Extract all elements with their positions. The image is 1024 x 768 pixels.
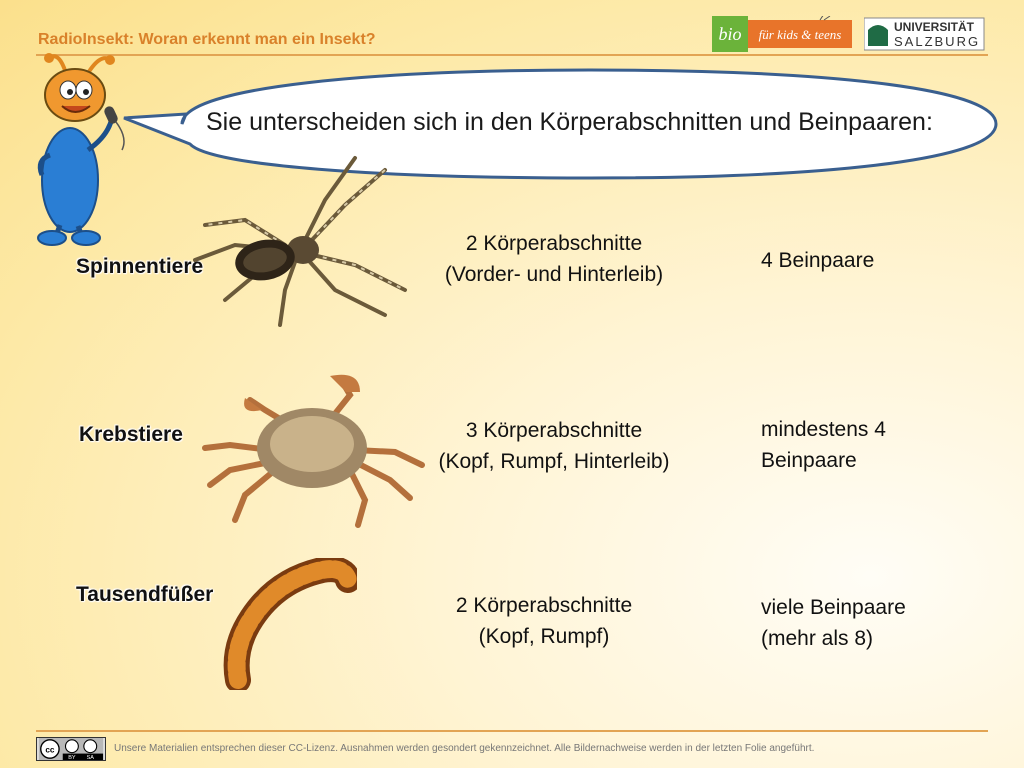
row2-legs (761, 414, 886, 476)
bubble-term-body-segments: Körperabschnitten (539, 108, 743, 136)
row3-legs-line1: viele Beinpaare (761, 596, 906, 619)
label-krebstiere: Krebstiere (79, 423, 183, 446)
row2-legs-line2: Beinpaare (761, 449, 857, 472)
row3-legs-line2: (mehr als 8) (761, 627, 874, 650)
row3-segments-detail: (Kopf, Rumpf) (478, 625, 610, 648)
bio-logo (712, 16, 856, 52)
svg-text:SA: SA (86, 755, 94, 761)
label-spinnentiere: Spinnentiere (76, 255, 204, 278)
cc-license-icon[interactable] (36, 737, 106, 761)
row1-legs-line1: 4 Beinpaare (761, 249, 875, 272)
row3-segments-count: 2 Körperabschnitte (455, 594, 633, 617)
row1-legs (761, 245, 874, 276)
footer-divider (36, 730, 988, 732)
spider-image (185, 150, 425, 330)
row3-segments (410, 590, 678, 652)
bubble-term-leg-pairs: Beinpaaren (798, 108, 926, 136)
slide-title: RadioInsekt: Woran erkennt man ein Insekt? (38, 31, 376, 48)
uni-logo-line1: UNIVERSITÄT (894, 20, 975, 34)
row3-legs (761, 592, 906, 654)
row2-segments (420, 415, 688, 477)
row1-segments (420, 228, 688, 290)
header-divider (36, 54, 988, 56)
row1-segments-detail: (Vorder- und Hinterleib) (444, 263, 664, 286)
bubble-statement (206, 108, 933, 137)
crab-image (200, 370, 430, 530)
bio-logo-tagline: für kids & teens (758, 27, 842, 42)
svg-text:BY: BY (68, 755, 76, 761)
bubble-suffix: : (925, 108, 933, 136)
label-tausendfuesser: Tausendfüßer (76, 583, 214, 606)
uni-logo-line2: SALZBURG (894, 34, 981, 49)
bio-logo-word: bio (718, 24, 742, 44)
footer-license-text: Unsere Materialien entsprechen dieser CC-Lizenz. Ausnahmen werden gesondert gekennzeichnet. Alle Bildernachweise werden in der letzten Folie angeführt. (114, 743, 815, 754)
millipede-image (222, 558, 357, 690)
university-salzburg-logo (864, 16, 986, 52)
bubble-prefix: Sie unterscheiden sich in den (206, 108, 540, 136)
row2-segments-count: 3 Körperabschnitte (465, 419, 643, 442)
bubble-middle: und (742, 108, 799, 136)
row2-legs-line1: mindestens 4 (761, 418, 886, 441)
row1-segments-count: 2 Körperabschnitte (465, 232, 643, 255)
row2-segments-detail: (Kopf, Rumpf, Hinterleib) (438, 450, 670, 473)
svg-text:cc: cc (45, 745, 55, 755)
